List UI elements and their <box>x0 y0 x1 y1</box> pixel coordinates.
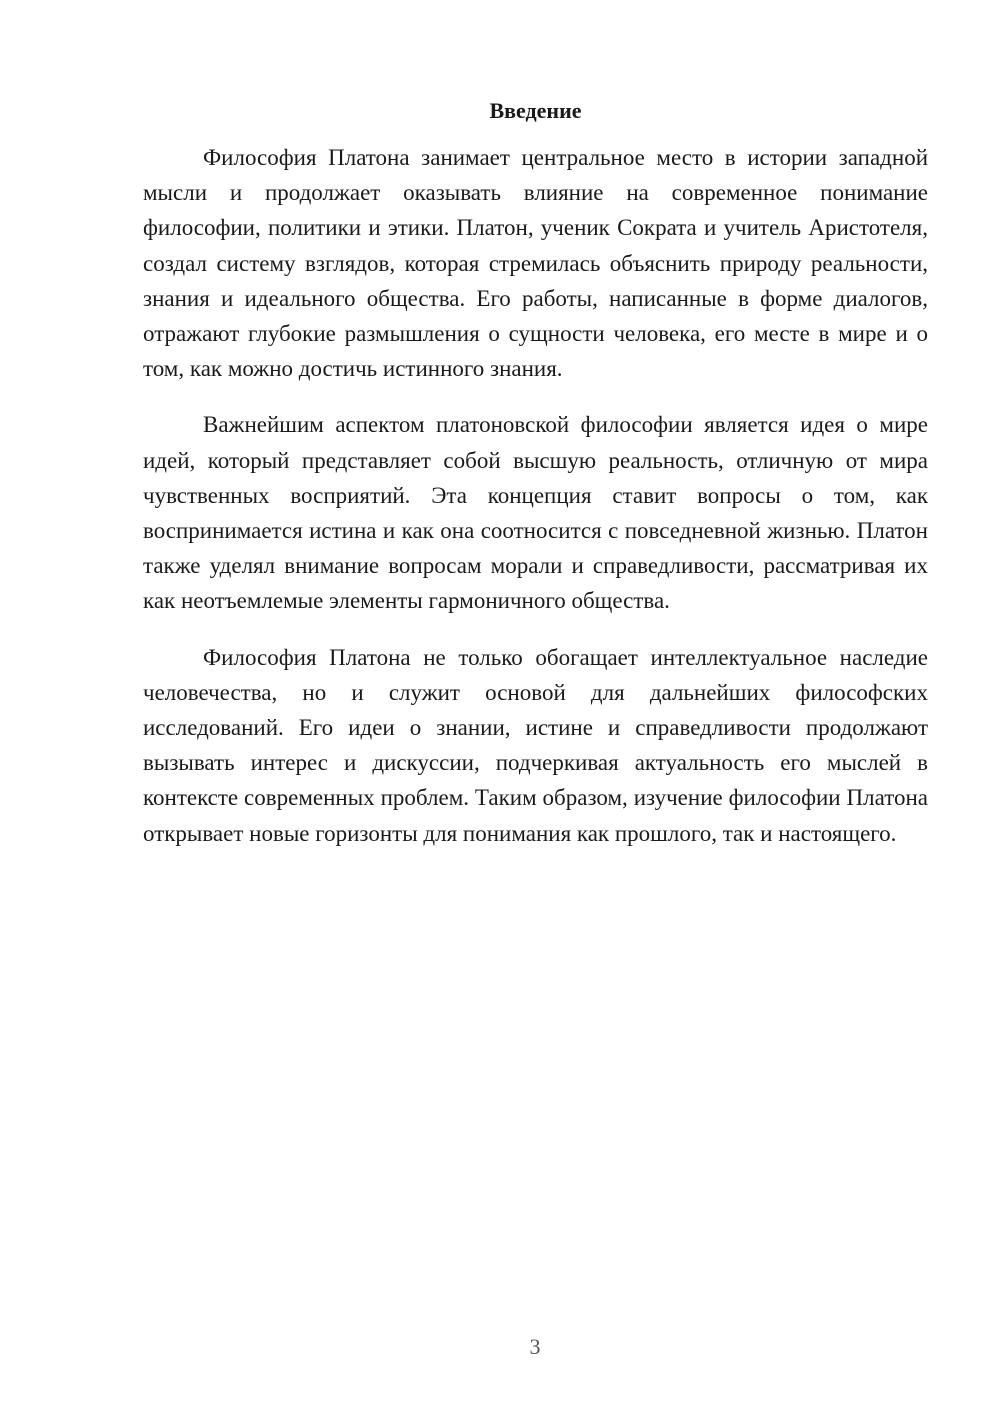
page-content <box>143 96 928 851</box>
paragraph-2: Важнейшим аспектом платоновской философии является идея о мире идей, который представляет собой высшую реальность, отличную от мира чувственных восприятий. Эта концепция ставит вопросы о том, как воспринимается истина и как она соотносится с повседневной жизнью. Платон также уделял внимание вопросам морали и справедливости, рассматривая их как неотъемлемые элементы гармоничного общества. <box>143 412 928 614</box>
paragraph-1: Философия Платона занимает центральное место в истории западной мысли и продолжает оказывать влияние на современное понимание философии, политики и этики. Платон, ученик Сократа и учитель Аристотеля, создал систему взглядов, которая стремилась объяснить природу реальности, знания и идеального общества. Его работы, написанные в форме диалогов, отражают глубокие размышления о сущности человека, его месте в мире и о том, как можно достичь истинного знания. <box>143 145 928 382</box>
section-title: Введение <box>489 98 582 123</box>
paragraph-3: Философия Платона не только обогащает интеллектуальное наследие человечества, но и служит основой для дальнейших философских исследований. Его идеи о знании, истине и справедливости продолжают вызывать интерес и дискуссии, подчеркивая актуальность его мыслей в контексте современных проблем. Таким образом, изучение философии Платона открывает новые горизонты для понимания как прошлого, так и настоящего. <box>143 644 928 846</box>
page-number: 3 <box>529 1334 541 1359</box>
